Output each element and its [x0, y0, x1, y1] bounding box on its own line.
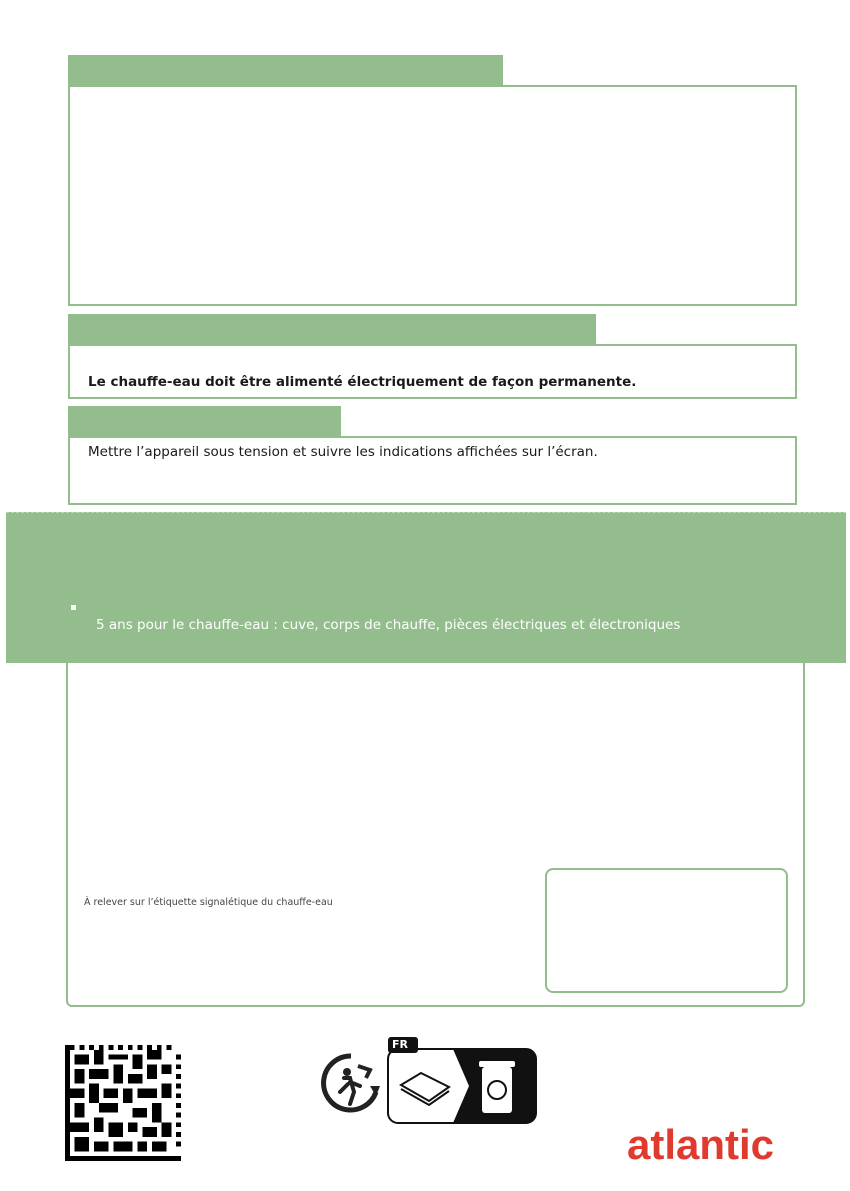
section-3-header-tab [68, 406, 341, 436]
datamatrix-code [65, 1045, 181, 1161]
triman-recycling-icon [320, 1052, 382, 1114]
stamp-box [545, 868, 788, 993]
section-1-header-tab [68, 55, 503, 85]
atlantic-logo: atlantic [627, 1121, 775, 1168]
section-2-box [68, 344, 797, 399]
country-code-badge-text: FR [392, 1038, 408, 1051]
section-2-header-tab [68, 314, 596, 344]
nameplate-note: À relever sur l’étiquette signalétique du chauffe-eau [84, 897, 333, 908]
recycling-info-label [387, 1037, 537, 1125]
warranty-band [6, 512, 846, 663]
section-1-box [68, 85, 797, 306]
power-requirement-text: Le chauffe-eau doit être alimenté électriquement de façon permanente. [88, 374, 637, 390]
bullet-icon [71, 605, 76, 610]
startup-instruction-text: Mettre l’appareil sous tension et suivre les indications affichées sur l’écran. [88, 444, 598, 460]
warranty-item-text: 5 ans pour le chauffe-eau : cuve, corps de chauffe, pièces électriques et électroniques [96, 617, 681, 633]
